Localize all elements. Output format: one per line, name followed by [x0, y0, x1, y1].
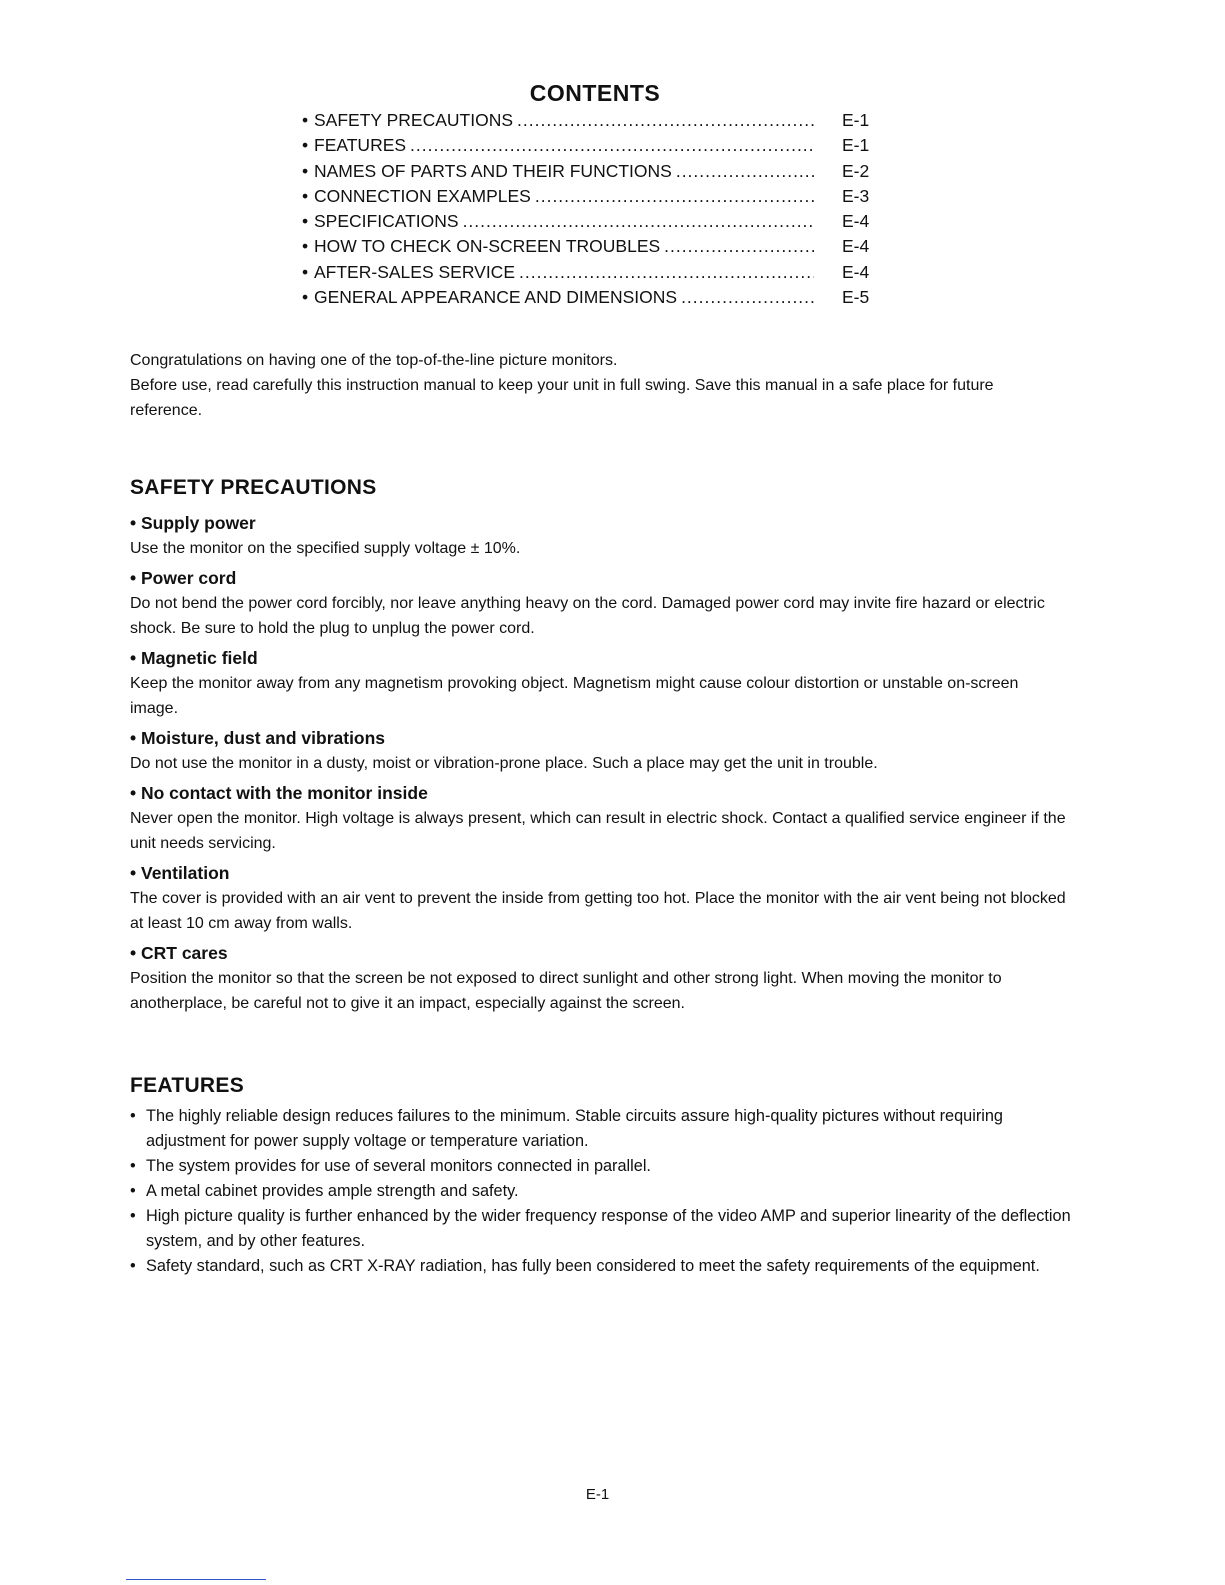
safety-item-power-cord [130, 565, 1070, 641]
features-heading: FEATURES [130, 1074, 245, 1097]
toc-item-page: E-4 [842, 211, 870, 232]
bullet-icon: • [302, 287, 309, 308]
toc-leader-dots [519, 262, 814, 283]
intro-paragraph [130, 348, 1070, 423]
bullet-icon: • [302, 261, 309, 282]
page-number: E-1 [585, 1486, 610, 1503]
toc-item-after-sales-service [302, 262, 882, 287]
feature-text: The system provides for use of several monitors connected in parallel. [146, 1157, 651, 1175]
safety-item-text: Do not use the monitor in a dusty, moist or vibration-prone place. Such a place may get the unit in trouble. [130, 755, 878, 772]
toc-item-general-appearance [302, 287, 882, 312]
bullet-icon: • [302, 211, 309, 232]
safety-item-heading: • Power cord [130, 568, 237, 588]
safety-item-heading: • No contact with the monitor inside [130, 783, 428, 803]
toc-leader-dots [463, 211, 814, 232]
safety-precautions-heading: SAFETY PRECAUTIONS [130, 476, 377, 499]
feature-item [130, 1204, 1075, 1254]
safety-item-no-contact [130, 780, 1070, 856]
safety-item-text: The cover is provided with an air vent to prevent the inside from getting too hot. Place the monitor with the air vent being not blocked at least 10 cm away from walls. [130, 890, 1066, 932]
toc-item-label: AFTER-SALES SERVICE [314, 261, 515, 282]
toc-item-label: GENERAL APPEARANCE AND DIMENSIONS [314, 287, 678, 308]
features-section [130, 1104, 1075, 1279]
toc-leader-dots [681, 287, 814, 308]
safety-item-text: Never open the monitor. High voltage is always present, which can result in electric shock. Contact a qualified service engineer if the unit needs servicing. [130, 810, 1066, 852]
feature-item [130, 1179, 1075, 1204]
feature-text: The highly reliable design reduces failures to the minimum. Stable circuits assure high-quality pictures without requiring adjustment for power supply voltage or temperature variation. [146, 1107, 1003, 1150]
toc-leader-dots [535, 186, 814, 207]
safety-item-text: Do not bend the power cord forcibly, nor leave anything heavy on the cord. Damaged power cord may invite fire hazard or electric shock. Be sure to hold the plug to unplug the power cord. [130, 595, 1045, 637]
toc-item-page: E-5 [842, 287, 870, 308]
safety-item-heading: • CRT cares [130, 943, 228, 963]
bullet-icon: • [302, 110, 309, 130]
toc-item-label: HOW TO CHECK ON-SCREEN TROUBLES [314, 236, 661, 257]
page-edge-line [126, 1579, 266, 1580]
intro-line: Before use, read carefully this instruction manual to keep your unit in full swing. Save this manual in a safe place for future reference. [130, 377, 994, 419]
feature-item [130, 1154, 1075, 1179]
bullet-icon: • [302, 160, 309, 181]
safety-item-heading: • Magnetic field [130, 648, 258, 668]
toc-item-page: E-4 [842, 261, 870, 282]
safety-item-text: Position the monitor so that the screen be not exposed to direct sunlight and other strong light. When moving the monitor to anotherplace, be careful not to give it an impact, especially against the screen. [130, 970, 1002, 1012]
safety-item-supply-power [130, 510, 1070, 561]
safety-item-magnetic-field [130, 645, 1070, 721]
toc-leader-dots [517, 110, 814, 131]
toc-item-specifications [302, 211, 882, 236]
bullet-icon: • [130, 1157, 136, 1175]
intro-line: Congratulations on having one of the top-of-the-line picture monitors. [130, 352, 618, 369]
toc-item-safety-precautions [302, 110, 882, 135]
safety-precautions-section [130, 510, 1070, 1020]
feature-item [130, 1104, 1075, 1154]
feature-item [130, 1254, 1075, 1279]
safety-item-moisture [130, 725, 1070, 776]
toc-item-label: NAMES OF PARTS AND THEIR FUNCTIONS [314, 160, 672, 181]
table-of-contents [302, 110, 882, 312]
contents-title: CONTENTS [529, 80, 661, 106]
bullet-icon: • [130, 1257, 136, 1275]
safety-item-heading: • Moisture, dust and vibrations [130, 728, 386, 748]
bullet-icon: • [302, 135, 309, 156]
feature-text: A metal cabinet provides ample strength and safety. [146, 1182, 519, 1200]
toc-leader-dots [676, 161, 814, 182]
toc-item-page: E-1 [842, 110, 870, 130]
toc-item-features [302, 135, 882, 160]
toc-leader-dots [664, 236, 814, 257]
toc-leader-dots [410, 135, 814, 156]
safety-item-ventilation [130, 860, 1070, 936]
toc-item-connection-examples [302, 186, 882, 211]
safety-item-heading: • Ventilation [130, 863, 230, 883]
feature-text: Safety standard, such as CRT X-RAY radiation, has fully been considered to meet the safety requirements of the equipment. [146, 1257, 1040, 1275]
safety-item-text: Use the monitor on the specified supply voltage ± 10%. [130, 540, 521, 557]
feature-text: High picture quality is further enhanced by the wider frequency response of the video AMP and superior linearity of the deflection system, and by other features. [146, 1207, 1071, 1250]
bullet-icon: • [302, 236, 309, 257]
toc-item-page: E-4 [842, 236, 870, 257]
toc-item-on-screen-troubles [302, 236, 882, 261]
bullet-icon: • [130, 1182, 136, 1200]
bullet-icon: • [130, 1207, 136, 1225]
toc-item-names-of-parts [302, 161, 882, 186]
safety-item-text: Keep the monitor away from any magnetism provoking object. Magnetism might cause colour distortion or unstable on-screen image. [130, 675, 1019, 717]
toc-item-label: FEATURES [314, 135, 407, 156]
toc-item-label: SAFETY PRECAUTIONS [314, 110, 514, 130]
safety-item-crt-cares [130, 940, 1070, 1016]
toc-item-label: CONNECTION EXAMPLES [314, 185, 531, 206]
toc-item-page: E-1 [842, 135, 870, 156]
bullet-icon: • [130, 1107, 136, 1125]
bullet-icon: • [302, 185, 309, 206]
safety-item-heading: • Supply power [130, 513, 256, 533]
toc-item-label: SPECIFICATIONS [314, 211, 459, 232]
toc-item-page: E-2 [842, 160, 870, 181]
toc-item-page: E-3 [842, 185, 870, 206]
